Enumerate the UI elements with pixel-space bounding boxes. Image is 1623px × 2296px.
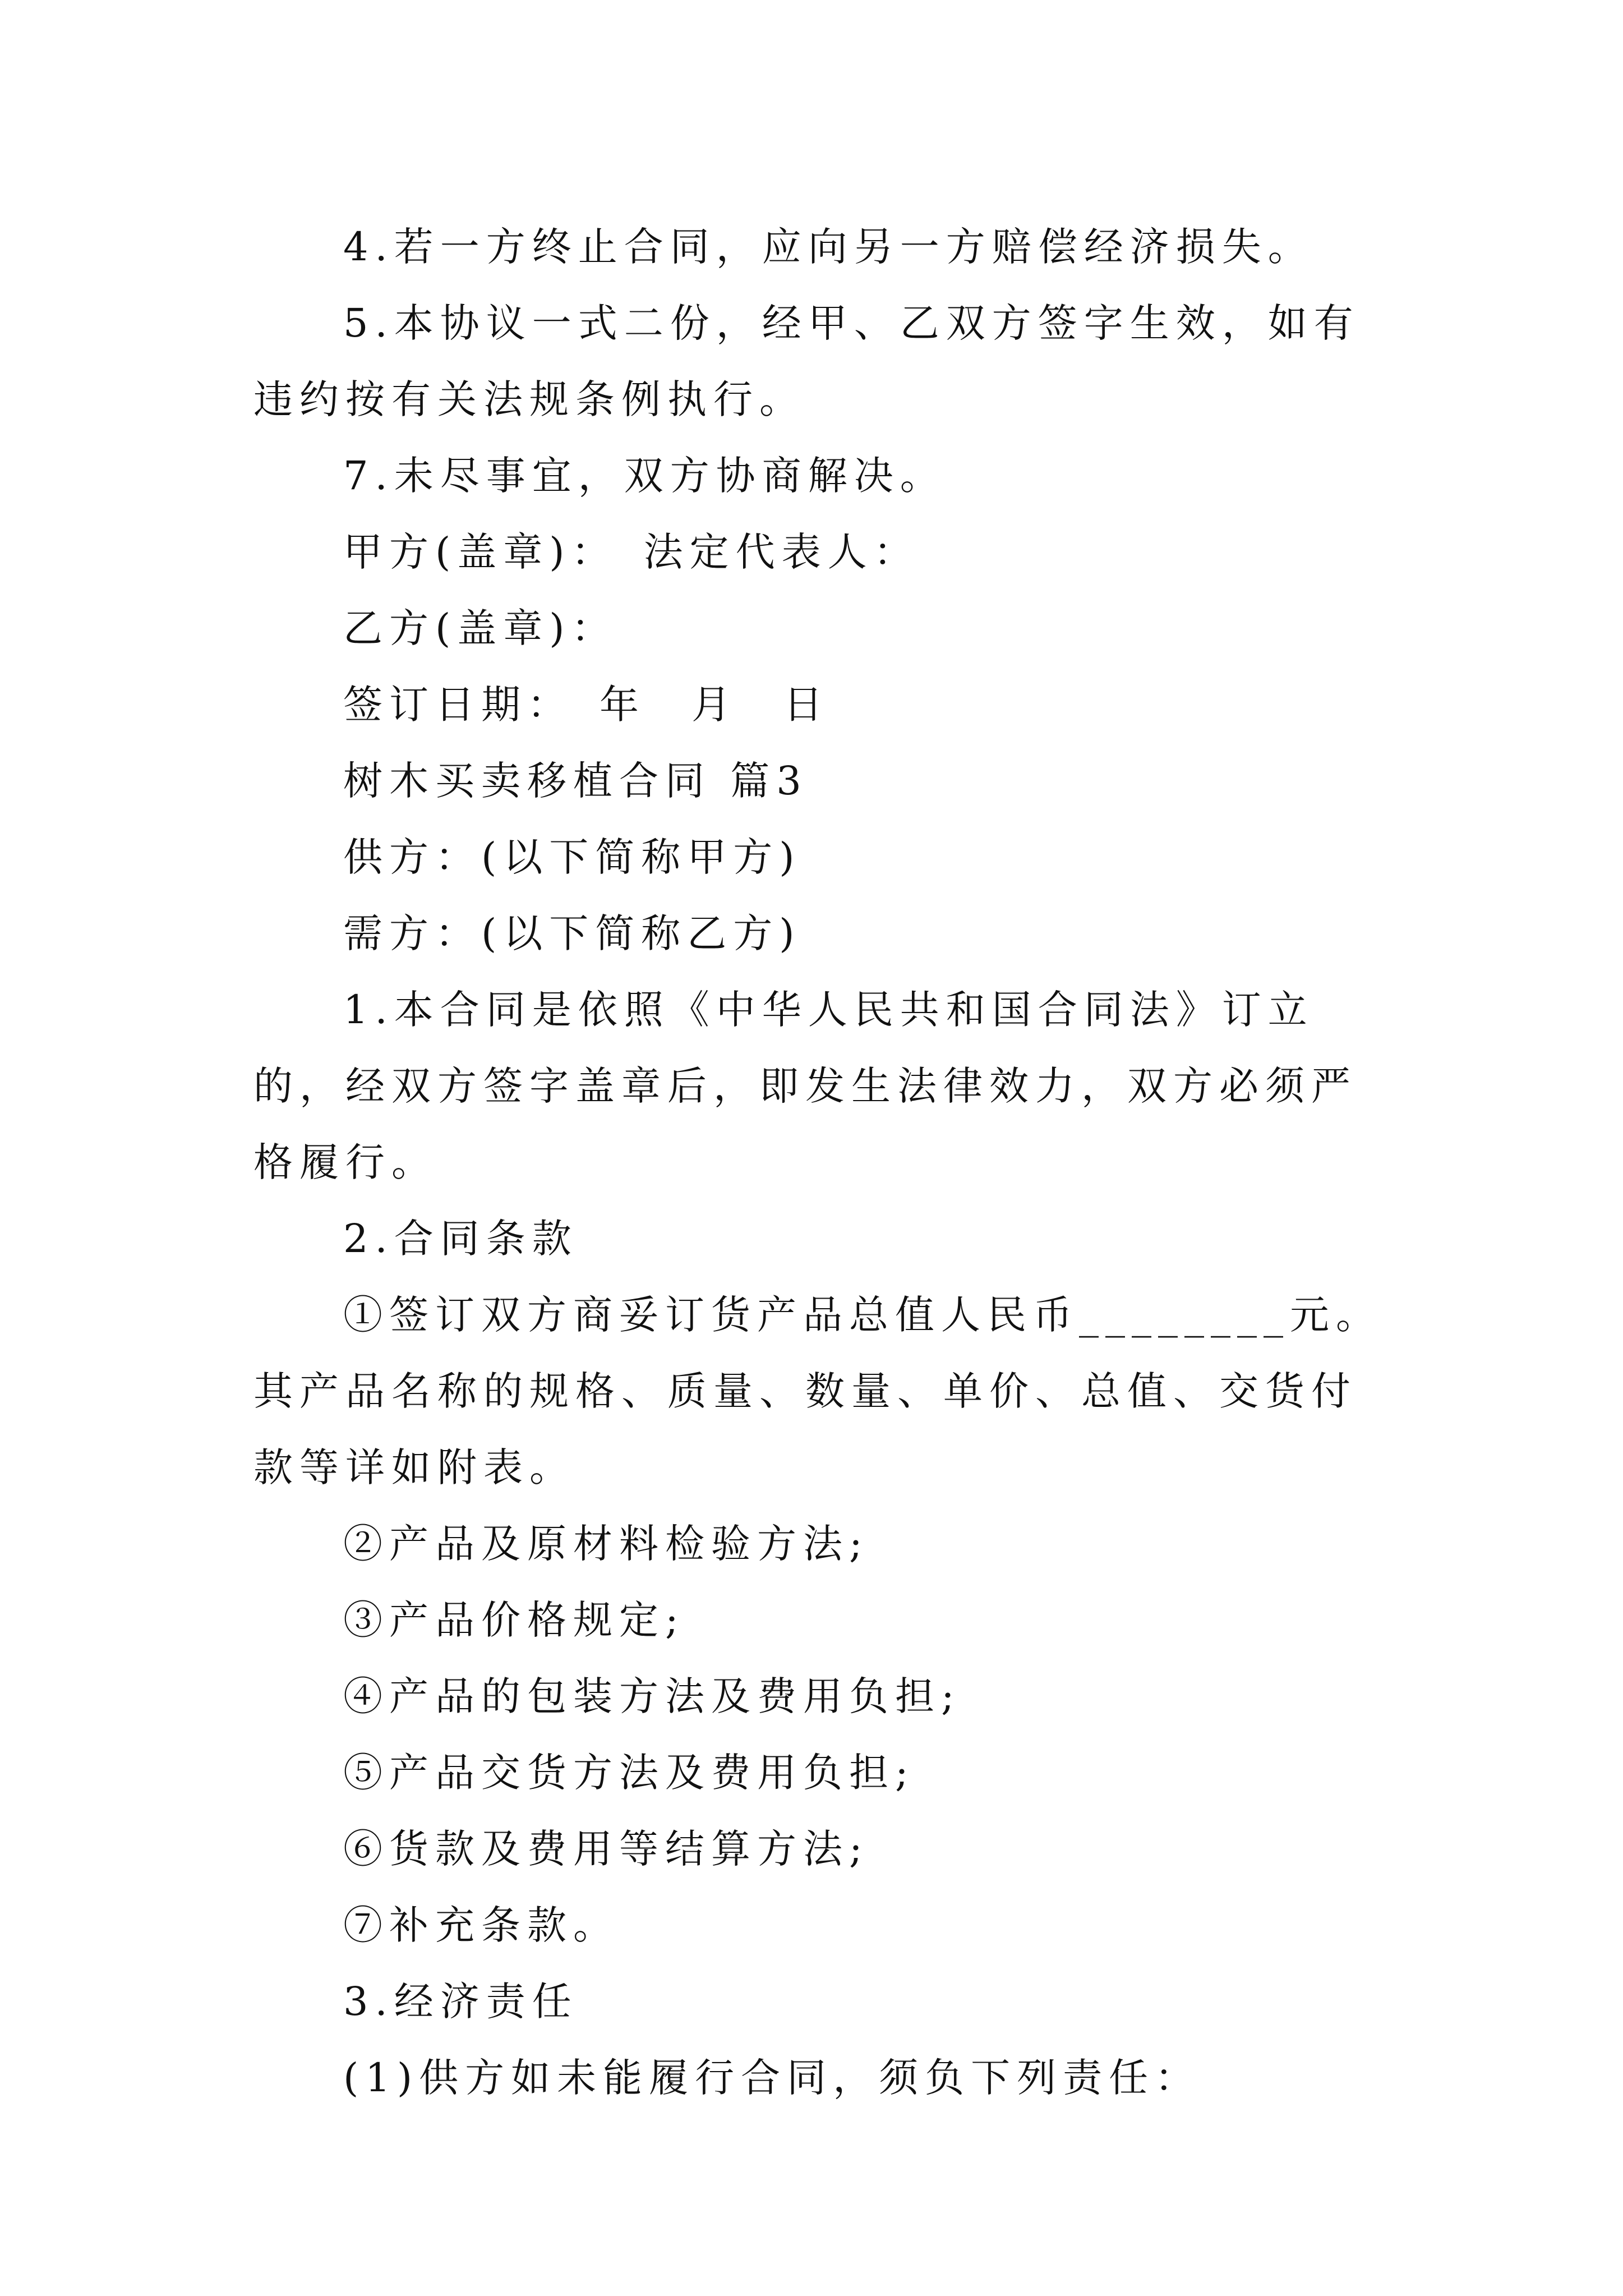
section-heading: 树木买卖移植合同 篇3 <box>343 758 808 804</box>
item-5-delivery: ⑤产品交货方法及费用负担; <box>343 1750 915 1796</box>
item-1-total-value: ①签订双方商妥订货产品总值人民币________元。其产品名称的规格、质量、数量、单价、总值、交货付款等详如附表。 <box>253 1292 1382 1490</box>
clause-7-other-matters: 7.未尽事宜，双方协商解决。 <box>343 453 946 499</box>
signing-date-line: 签订日期： 年 月 日 <box>343 682 829 728</box>
item-7-supplementary: ⑦补充条款。 <box>343 1902 619 1948</box>
party-a-signature-line: 甲方(盖章)： 法定代表人： <box>343 529 920 575</box>
clause-3-heading: 3.经济责任 <box>343 1978 578 2024</box>
document-body <box>253 209 1398 2116</box>
party-b-signature-line: 乙方(盖章)： <box>343 605 617 651</box>
clause-4-termination: 4.若一方终止合同，应向另一方赔偿经济损失。 <box>343 224 1314 270</box>
clause-2-heading: 2.合同条款 <box>343 1216 578 1262</box>
supplier-line: 供方：(以下简称甲方) <box>343 834 801 880</box>
liability-1-supplier: (1)供方如未能履行合同，须负下列责任： <box>343 2055 1201 2101</box>
clause-1-legal-basis: 1.本合同是依照《中华人民共和国合同法》订立的，经双方签字盖章后，即发生法律效力，双方必须严格履行。 <box>253 987 1357 1185</box>
item-4-packaging: ④产品的包装方法及费用负担; <box>343 1673 961 1719</box>
item-2-inspection: ②产品及原材料检验方法; <box>343 1521 869 1567</box>
clause-5-copies: 5.本协议一式二份，经甲、乙双方签字生效，如有违约按有关法规条例执行。 <box>253 300 1360 422</box>
item-6-settlement: ⑥货款及费用等结算方法; <box>343 1826 869 1872</box>
item-3-pricing: ③产品价格规定; <box>343 1597 685 1643</box>
buyer-line: 需方：(以下简称乙方) <box>343 910 801 956</box>
